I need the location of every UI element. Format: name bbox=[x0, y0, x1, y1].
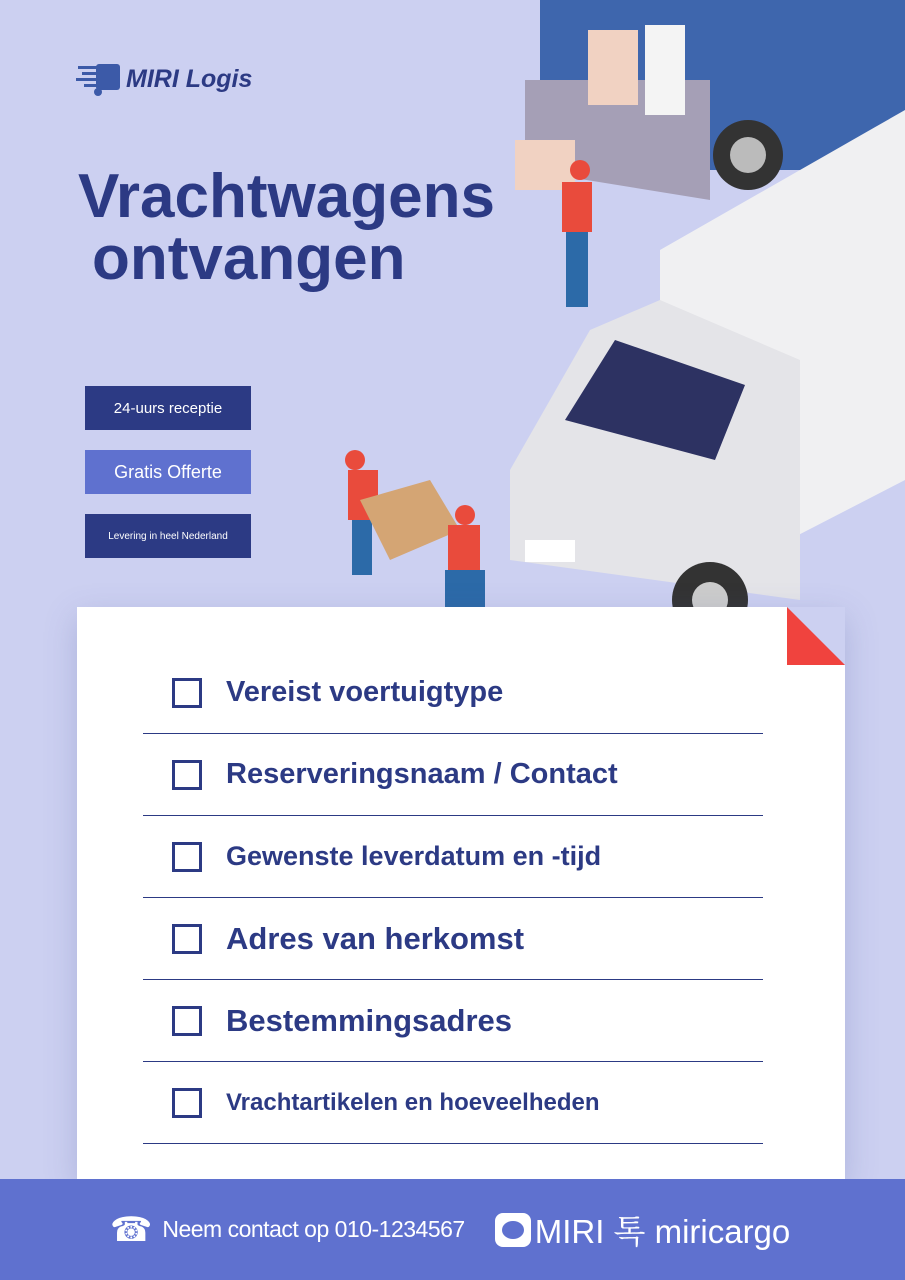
item-label: Vrachtartikelen en hoeveelheden bbox=[226, 1088, 600, 1116]
checklist-item[interactable] bbox=[143, 1062, 763, 1144]
truck-speed-icon bbox=[76, 62, 122, 96]
checkbox[interactable] bbox=[172, 760, 202, 790]
checklist-item[interactable] bbox=[143, 734, 763, 816]
folded-corner bbox=[787, 607, 845, 665]
trucks-illustration bbox=[330, 0, 905, 640]
checkbox[interactable] bbox=[172, 924, 202, 954]
checkbox[interactable] bbox=[172, 1006, 202, 1036]
contact-text[interactable]: Neem contact op 010-1234567 bbox=[162, 1216, 465, 1242]
checklist-item[interactable] bbox=[143, 898, 763, 980]
checkbox[interactable] bbox=[172, 842, 202, 872]
badge-free-quote: Gratis Offerte bbox=[85, 450, 251, 494]
checkbox[interactable] bbox=[172, 678, 202, 708]
title-line-2: ontvangen bbox=[92, 224, 406, 293]
checklist-item[interactable] bbox=[143, 816, 763, 898]
checkbox[interactable] bbox=[172, 1088, 202, 1118]
item-label: Vereist voertuigtype bbox=[226, 676, 504, 708]
footer bbox=[0, 1179, 905, 1280]
item-label: Gewenste leverdatum en -tijd bbox=[226, 841, 602, 871]
talk-brand: MIRI 톡 miricargo bbox=[534, 1213, 791, 1250]
telephone-icon: ☎ bbox=[110, 1210, 153, 1249]
badge-24h-reception: 24-uurs receptie bbox=[85, 386, 251, 430]
item-label: Bestemmingsadres bbox=[226, 1002, 513, 1038]
logo-text: MIRI Logis bbox=[126, 64, 253, 93]
checklist-card bbox=[77, 607, 845, 1179]
logo bbox=[76, 62, 252, 96]
talk-channel[interactable] bbox=[495, 1206, 791, 1253]
item-label: Reserveringsnaam / Contact bbox=[226, 758, 618, 790]
badge-nationwide-delivery: Levering in heel Nederland bbox=[85, 514, 251, 558]
checklist-item[interactable] bbox=[143, 652, 763, 734]
chat-bubble-icon bbox=[495, 1213, 531, 1247]
title-line-1: Vrachtwagens bbox=[78, 162, 495, 231]
checklist-item[interactable] bbox=[143, 980, 763, 1062]
item-label: Adres van herkomst bbox=[226, 920, 525, 956]
